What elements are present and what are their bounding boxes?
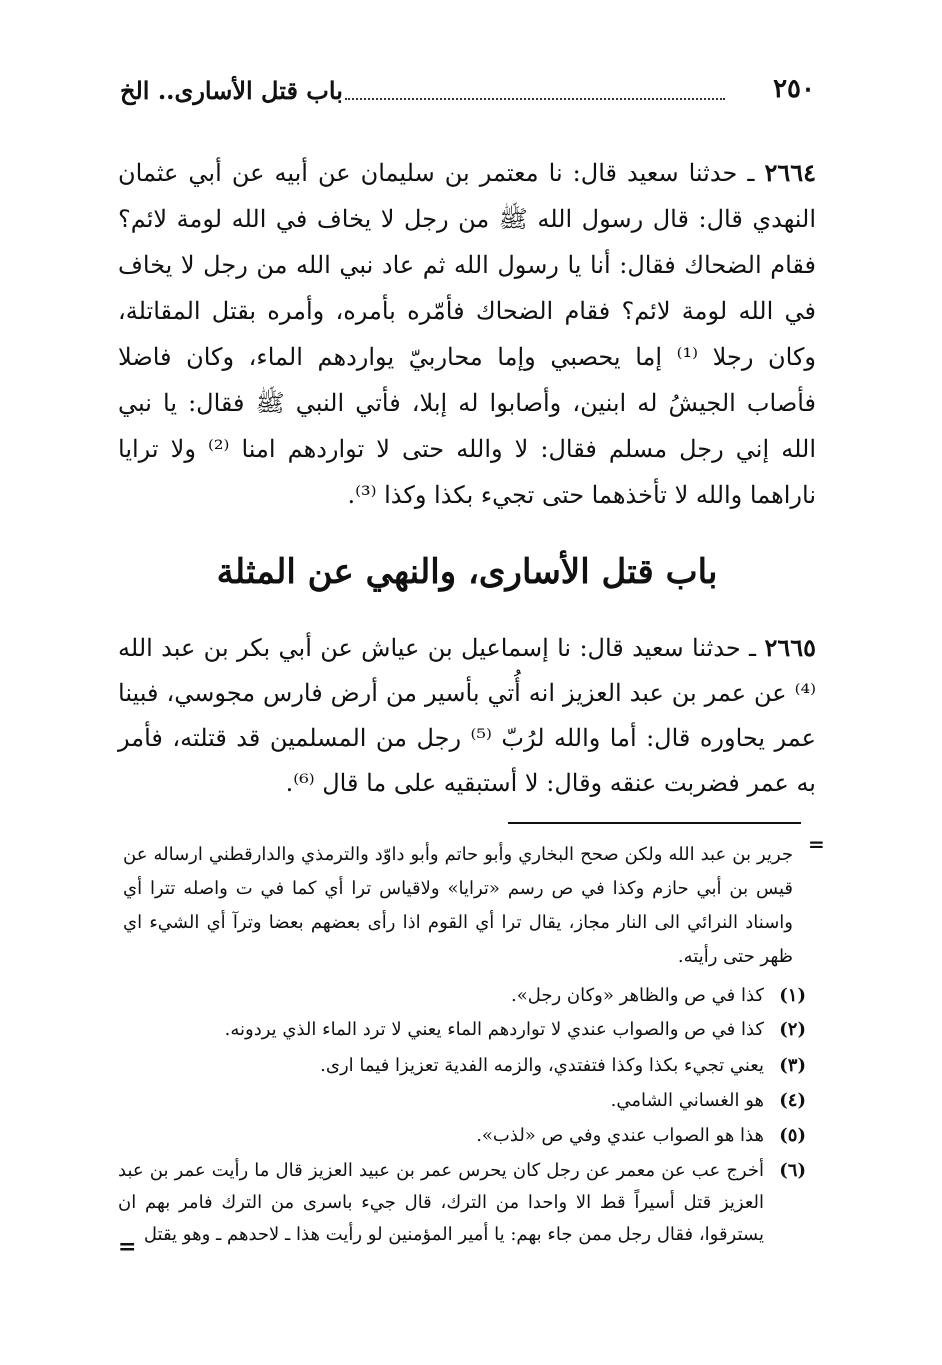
footnote-text: أخرج عب عن معمر عن رجل كان يحرس عمر بن عبيد العزيز قال ما رأيت عمر بن عبد العزيز قتل أسيراً قط الا واحدا من الترك، قال جيء باسرى من الترك فامر بهم ان يسترقوا، فقال رجل ممن جاء بهم: يا أمير المؤمنين لو رأيت هذا ـ لاحدهم ـ وهو يقتل xyxy=(118,1160,764,1245)
footnote-number: (٢) xyxy=(779,1019,806,1040)
hadith-2665 xyxy=(118,625,816,806)
footnote-text: هو الغساني الشامي. xyxy=(610,1090,764,1111)
chapter-title: باب قتل الأسارى، والنهي عن المثلة xyxy=(216,552,718,592)
footnote-number: (١) xyxy=(779,985,806,1006)
footnote-continues-mark: = xyxy=(118,1234,137,1260)
hadith-number: ٢٦٦٤ xyxy=(764,158,816,187)
footnote-number: (٣) xyxy=(779,1055,806,1076)
footnote-number: (٥) xyxy=(779,1125,806,1146)
hadith-text: ـ حدثنا سعيد قال: نا معتمر بن سليمان عن أبيه عن أبي عثمان النهدي قال: قال رسول الله ﷺ من رجل لا يخاف في الله لومة لائم؟ فقام الضحاك فقال: أنا يا رسول الله ثم عاد نبي الله من رجل لا يخاف في الله لومة لائم؟ فقام الضحاك فأمّره بأمره، وأمره بقتل المقاتلة، وكان رجلا ⁽¹⁾ إما يحصبي وإما محاربيّ يواردهم الماء، وكان فاضلا فأصاب الجيشُ له ابنين، وأصابوا له إبلا، فأتي النبي ﷺ فقال: يا نبي الله إني رجل مسلم فقال: لا والله حتى لا تواردهم امنا ⁽²⁾ ولا ترايا ناراهما والله لا تأخذهما حتى تجيء بكذا وكذا ⁽³⁾. xyxy=(118,159,816,509)
running-title: باب قتل الأسارى.. الخ xyxy=(120,76,343,105)
footnote-number: (٦) xyxy=(779,1160,806,1181)
hadith-text: ـ حدثنا سعيد قال: نا إسماعيل بن عياش عن أبي بكر بن عبد الله ⁽⁴⁾ عن عمر بن عبد العزيز انه أُتي بأسير من أرض فارس مجوسي، فبينا عمر يحاوره قال: أما والله لرُبّ ⁽⁵⁾ رجل من المسلمين قد قتلته، فأمر به عمر فضربت عنقه وقال: لا أستبقيه على ما قال ⁽⁶⁾. xyxy=(118,634,816,797)
hadith-number: ٢٦٦٥ xyxy=(764,633,817,662)
footnote-text: كذا في ص والصواب عندي لا تواردهم الماء يعني لا ترد الماء الذي يردونه. xyxy=(224,1019,764,1040)
footnote-text: هذا هو الصواب عندي وفي ص «لذب». xyxy=(476,1125,764,1146)
footnote-continuation: جرير بن عبد الله ولكن صحح البخاري وأبو حاتم وأبو داوّد والترمذي والدارقطني ارساله عن قيس بن أبي حازم وكذا في ص رسم «ترايا» ولاقياس ترا أي كما في ت واصله تترا أي واسناد النرائي الى النار مجاز، يقال ترا أي القوم اذا رأى بعضهم بعضا وترآ أي الشيء اي ظهر حتى رأيته. xyxy=(123,844,793,967)
footnote-separator-rule xyxy=(508,822,801,824)
page-number: ٢٥٠ xyxy=(773,74,815,104)
footnote-item xyxy=(118,1014,806,1046)
hadith-2664 xyxy=(118,150,816,518)
footnote-item xyxy=(118,1050,806,1082)
footnote-text: كذا في ص والظاهر «وكان رجل». xyxy=(510,985,764,1006)
page-header xyxy=(120,68,815,112)
footnote-item xyxy=(118,1085,806,1117)
footnote-continued-mark: = xyxy=(808,832,825,856)
footnote-item xyxy=(118,980,806,1012)
footnote-text: يعني تجيء بكذا وكذا فتفتدي، والزمه الفدية تعزيزا فيما ارى. xyxy=(320,1055,764,1076)
footnote-item xyxy=(118,1155,806,1251)
header-dotted-leader xyxy=(345,98,725,100)
footnote-number: (٤) xyxy=(779,1090,806,1111)
footnote-item xyxy=(118,1120,806,1152)
